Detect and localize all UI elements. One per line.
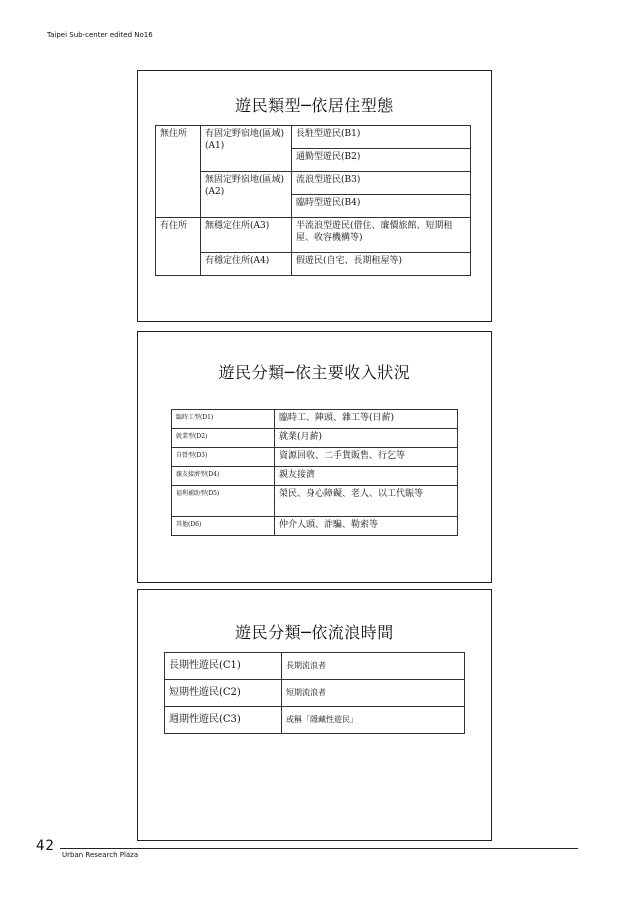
slide-duration-types [137,589,492,841]
table-row [172,410,458,429]
footer-text: Urban Research Plaza [62,851,139,859]
table-row [172,517,458,536]
table-row [172,429,458,448]
row-value: 榮民、身心障礙、老人、以工代賑等 [275,486,458,517]
table-row [165,707,465,734]
table-row [172,486,458,517]
cell-b1: 長駐型遊民(B1) [292,126,471,149]
slide-title: 遊民分類─依流浪時間 [235,623,394,642]
income-table [171,409,458,536]
duration-table [164,652,465,734]
cell-a3: 無穩定住所(A3) [201,218,292,253]
table-row [172,467,458,486]
row-value: 就業(月薪) [275,429,458,448]
slide-income-types [137,331,492,583]
cell-a2: 無固定野宿地(區域)(A2) [201,172,292,218]
cell-a4-value: 假遊民(自宅、長期租屋等) [292,253,471,276]
cell-housed: 有住所 [156,218,201,276]
row-value: 臨時工、陣頭、雜工等(日薪) [275,410,458,429]
row-value: 仲介人頭、詐騙、勒索等 [275,517,458,536]
row-value: 或稱「隱藏性遊民」 [282,707,465,734]
cell-a1: 有固定野宿地(區域)(A1) [201,126,292,172]
row-key: 就業型(D2) [172,429,275,448]
row-key: 臨時工型(D1) [172,410,275,429]
row-key: 親友接濟型(D4) [172,467,275,486]
row-key: 自營型(D3) [172,448,275,467]
residence-table [155,125,471,276]
slide-residence-types [137,70,492,322]
running-header: Taipei Sub-center edited No16 [47,31,153,39]
cell-b3: 流浪型遊民(B3) [292,172,471,195]
footer-rule [60,848,578,849]
cell-b4: 臨時型遊民(B4) [292,195,471,218]
table-row [172,448,458,467]
table-row [165,680,465,707]
row-value: 長期流浪者 [282,653,465,680]
row-key: 福利補助型(D5) [172,486,275,517]
row-key: 長期性遊民(C1) [165,653,282,680]
row-value: 親友接濟 [275,467,458,486]
cell-a4: 有穩定住所(A4) [201,253,292,276]
slide-title: 遊民分類─依主要收入狀況 [218,363,411,382]
row-key: 短期性遊民(C2) [165,680,282,707]
row-value: 短期流浪者 [282,680,465,707]
cell-a3-value: 半流浪型遊民(借住、廉價旅館、短期租屋、收容機構等) [292,218,471,253]
row-value: 資源回收、二手貨販售、行乞等 [275,448,458,467]
row-key: 其他(D6) [172,517,275,536]
cell-homeless: 無住所 [156,126,201,218]
page-number: 42 [36,838,55,854]
row-key: 週期性遊民(C3) [165,707,282,734]
table-row [165,653,465,680]
slide-title: 遊民類型─依居住型態 [235,96,394,115]
cell-b2: 通勤型遊民(B2) [292,149,471,172]
